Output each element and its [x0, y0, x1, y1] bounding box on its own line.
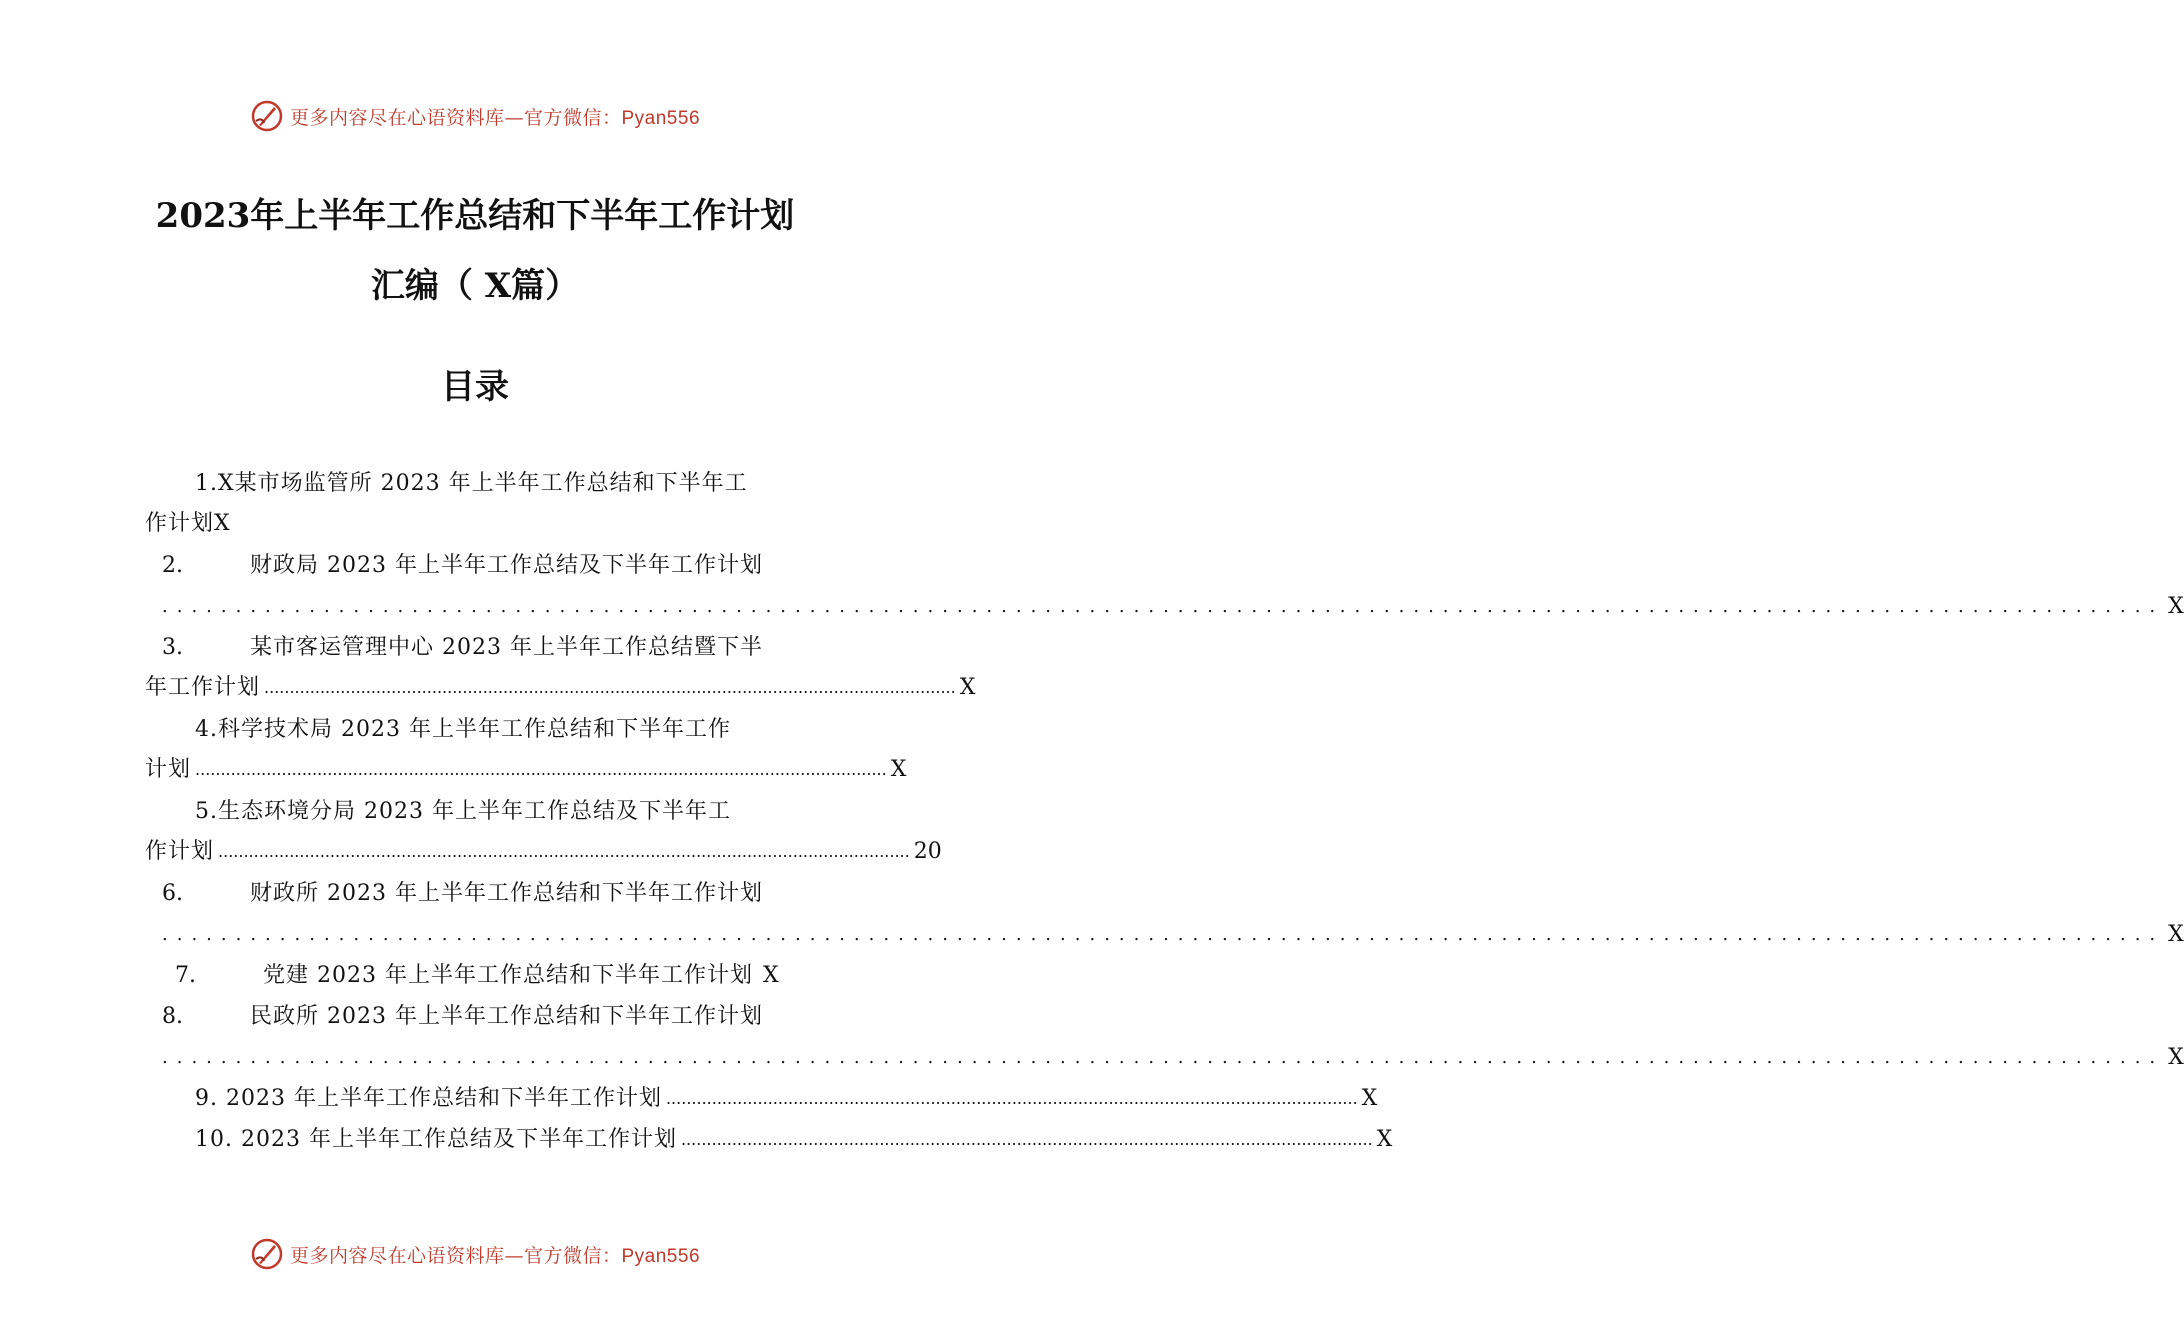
toc-entry-page: X: [2168, 1045, 2184, 1070]
toc-entry-1[interactable]: [195, 464, 805, 504]
toc-entry-5-cont: [145, 832, 942, 872]
toc-entry-6-leader: [158, 915, 2184, 955]
toc-entry-number: 3.: [162, 635, 183, 660]
toc-entry-label: 党建 2023 年上半年工作总结和下半年工作计划: [263, 963, 753, 988]
quill-logo-icon: [250, 1237, 284, 1271]
watermark-footer: [0, 1234, 950, 1274]
toc-entry-label: 民政所 2023 年上半年工作总结和下半年工作计划: [250, 1004, 763, 1029]
toc-entry-label: 作计划X: [145, 511, 231, 536]
dot-leader: ........................................................................................................................................: [162, 924, 2165, 945]
toc-entry-2[interactable]: [162, 546, 807, 586]
toc-entry-label: 某市客运管理中心 2023 年上半年工作总结暨下半: [250, 635, 763, 660]
watermark-id: Pyan556: [621, 1245, 701, 1267]
dot-leader: ........................................................................................................................................: [264, 678, 956, 697]
toc-entry-number: 2.: [162, 553, 183, 578]
toc-entry-number: 8.: [162, 1004, 183, 1029]
toc-entry-page: 20: [913, 839, 942, 864]
toc-entry-page: X: [2168, 922, 2184, 947]
toc-entry-label: 财政所 2023 年上半年工作总结和下半年工作计划: [250, 881, 763, 906]
toc-entry-2-leader: [158, 587, 2184, 627]
toc-entry-page: X: [1376, 1127, 1393, 1152]
toc-entry-8[interactable]: [162, 997, 807, 1037]
toc-entry-page: X: [2168, 594, 2184, 619]
toc-entry-label: 作计划: [145, 839, 215, 864]
toc-entry-label: 10. 2023 年上半年工作总结及下半年工作计划: [195, 1127, 677, 1152]
toc-entry-label: 财政局 2023 年上半年工作总结及下半年工作计划: [250, 553, 763, 578]
toc-entry-7[interactable]: [175, 956, 807, 996]
watermark-id: Pyan556: [621, 107, 701, 129]
dot-leader: ........................................................................................................................................: [218, 842, 910, 861]
dot-leader: ........................................................................................................................................: [195, 760, 887, 779]
toc-entry-4[interactable]: [195, 710, 805, 750]
dot-leader: ........................................................................................................................................: [162, 1047, 2165, 1068]
toc-entry-3-cont: [145, 668, 976, 708]
toc-entry-3[interactable]: [162, 628, 807, 668]
toc-entry-9[interactable]: [195, 1079, 1378, 1119]
toc-entry-label: 1.X某市场监管所 2023 年上半年工作总结和下半年工: [195, 471, 748, 496]
document-title-line1: 2023年上半年工作总结和下半年工作计划: [155, 196, 795, 236]
toc-entry-6[interactable]: [162, 874, 807, 914]
dot-leader: ........................................................................................................................................: [680, 1130, 1373, 1149]
watermark-text: 更多内容尽在心语资料库—官方微信：Pyan556: [289, 106, 701, 129]
toc-entry-number: 6.: [162, 881, 183, 906]
dot-leader: ........................................................................................................................................: [162, 596, 2165, 617]
toc-entry-page: X: [1361, 1086, 1378, 1111]
toc-entry-label: 4.科学技术局 2023 年上半年工作总结和下半年工作: [195, 717, 731, 742]
toc-entry-label: 计划: [145, 757, 192, 782]
toc-entry-5[interactable]: [195, 792, 805, 832]
toc-entry-10[interactable]: [195, 1120, 1393, 1160]
toc-entry-1-cont: [145, 504, 805, 544]
toc-entry-page: X: [959, 675, 976, 700]
toc-entry-8-leader: [158, 1038, 2184, 1078]
watermark-text: 更多内容尽在心语资料库—官方微信：Pyan556: [289, 1244, 701, 1267]
toc-entry-page: X: [890, 757, 907, 782]
toc-entry-label: 年工作计划: [145, 675, 261, 700]
document-title-line2: 汇编（ X篇）: [370, 266, 580, 306]
toc-entry-4-cont: [145, 750, 907, 790]
toc-entry-number: 7.: [175, 963, 196, 988]
toc-entry-label: 9. 2023 年上半年工作总结和下半年工作计划: [195, 1086, 662, 1111]
dot-leader: ........................................................................................................................................: [665, 1089, 1358, 1108]
toc-entry-page: X: [762, 963, 779, 988]
toc-entry-label: 5.生态环境分局 2023 年上半年工作总结及下半年工: [195, 799, 731, 824]
toc-heading: 目录: [441, 367, 509, 407]
